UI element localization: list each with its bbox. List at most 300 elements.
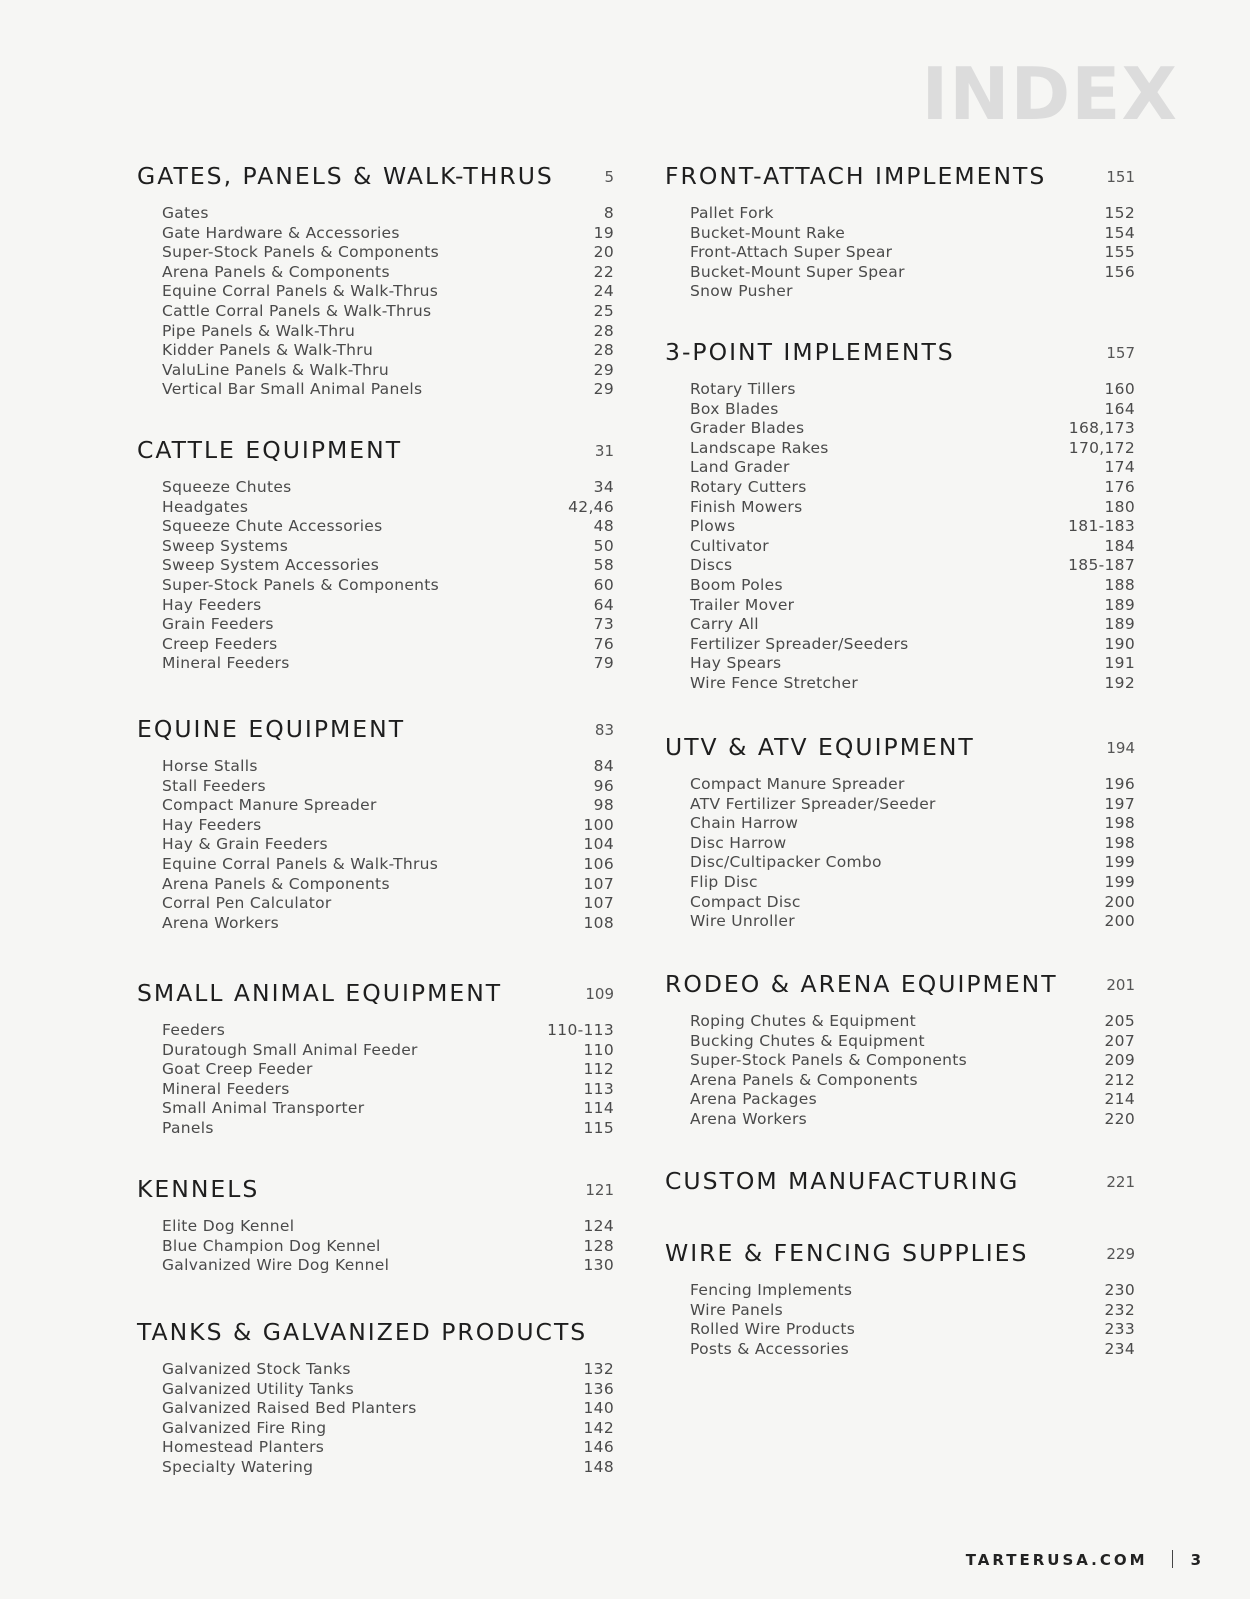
section-header [665, 733, 1135, 763]
entry-page-number: 136 [583, 1379, 614, 1398]
index-entry[interactable] [690, 1281, 1135, 1301]
section-page-number: 201 [1106, 976, 1135, 994]
entry-page-number: 58 [593, 556, 614, 575]
entry-page-number: 42,46 [568, 497, 614, 516]
index-entry[interactable] [690, 224, 1135, 244]
entry-label: Pipe Panels & Walk-Thru [162, 321, 356, 340]
index-entry[interactable] [162, 757, 614, 777]
index-entry[interactable] [162, 1060, 614, 1080]
section-page-number: 83 [594, 721, 614, 739]
section-header [137, 979, 614, 1009]
entry-page-number: 34 [593, 478, 614, 496]
index-entry[interactable] [162, 380, 614, 400]
index-entry[interactable] [162, 224, 614, 244]
index-entry[interactable] [162, 517, 614, 537]
section-item-list [665, 1012, 1135, 1130]
index-entry[interactable] [690, 556, 1135, 576]
index-entry[interactable] [690, 1110, 1135, 1130]
entry-label: Rotary Cutters [690, 477, 807, 496]
entry-page-number: 110-113 [547, 1021, 614, 1039]
entry-page-number: 107 [583, 874, 614, 893]
entry-label: Chain Harrow [690, 814, 799, 833]
entry-page-number: 176 [1104, 477, 1135, 496]
entry-label: Arena Panels & Components [690, 1070, 918, 1089]
entry-label: Arena Packages [690, 1090, 817, 1109]
entry-label: Small Animal Transporter [162, 1099, 365, 1118]
index-section [665, 970, 1135, 1130]
entry-page-number: 189 [1104, 615, 1135, 634]
entry-page-number: 232 [1104, 1300, 1135, 1319]
entry-page-number: 199 [1104, 872, 1135, 891]
index-section [137, 979, 614, 1139]
index-entry[interactable] [162, 1119, 614, 1139]
section-header [137, 436, 614, 466]
section-title: UTV & ATV EQUIPMENT [665, 733, 975, 761]
index-entry[interactable] [162, 1399, 614, 1419]
index-entry[interactable] [162, 596, 614, 616]
index-entry[interactable] [690, 1301, 1135, 1321]
entry-page-number: 198 [1104, 814, 1135, 833]
entry-page-number: 29 [593, 360, 614, 379]
section-title: CUSTOM MANUFACTURING [665, 1167, 1020, 1195]
entry-label: Mineral Feeders [162, 654, 290, 673]
entry-label: Disc/Cultipacker Combo [690, 853, 882, 872]
index-entry[interactable] [162, 361, 614, 381]
entry-page-number: 200 [1104, 892, 1135, 911]
entry-page-number: 188 [1104, 575, 1135, 594]
entry-label: Roping Chutes & Equipment [690, 1012, 917, 1030]
index-entry[interactable] [690, 282, 1135, 302]
index-entry[interactable] [690, 1090, 1135, 1110]
entry-label: Hay Spears [690, 654, 782, 673]
section-header [665, 162, 1135, 192]
entry-page-number: 64 [593, 595, 614, 614]
entry-page-number: 198 [1104, 833, 1135, 852]
index-section [137, 162, 614, 400]
entry-page-number: 79 [593, 654, 614, 673]
entry-label: Elite Dog Kennel [162, 1217, 295, 1235]
entry-page-number: 142 [583, 1418, 614, 1437]
entry-label: Cattle Corral Panels & Walk-Thrus [162, 301, 432, 320]
entry-page-number: 164 [1104, 399, 1135, 418]
entry-page-number: 155 [1104, 243, 1135, 262]
section-header [137, 162, 614, 192]
entry-label: Sweep Systems [162, 536, 289, 555]
entry-label: Hay Feeders [162, 815, 262, 834]
entry-page-number: 146 [583, 1438, 614, 1457]
index-entry[interactable] [690, 893, 1135, 913]
entry-label: Squeeze Chutes [162, 478, 292, 496]
entry-page-number: 130 [583, 1256, 614, 1275]
index-entry[interactable] [690, 458, 1135, 478]
entry-page-number: 170,172 [1068, 438, 1135, 457]
section-title: GATES, PANELS & WALK-THRUS [137, 162, 554, 190]
section-header [665, 338, 1135, 368]
entry-label: Kidder Panels & Walk-Thru [162, 341, 374, 360]
section-header [665, 1239, 1135, 1269]
index-section [665, 733, 1135, 932]
index-entry[interactable] [162, 263, 614, 283]
entry-page-number: 197 [1104, 794, 1135, 813]
entry-page-number: 174 [1104, 458, 1135, 477]
entry-label: Arena Panels & Components [162, 262, 390, 281]
index-entry[interactable] [690, 795, 1135, 815]
entry-page-number: 28 [593, 341, 614, 360]
entry-page-number: 112 [583, 1060, 614, 1079]
entry-label: Arena Workers [162, 913, 280, 932]
entry-page-number: 185-187 [1068, 556, 1135, 575]
footer-site[interactable]: TARTERUSA.COM [965, 1551, 1148, 1569]
entry-page-number: 212 [1104, 1070, 1135, 1089]
index-entry[interactable] [690, 263, 1135, 283]
entry-label: Disc Harrow [690, 833, 787, 852]
index-entry[interactable] [162, 302, 614, 322]
entry-label: Hay & Grain Feeders [162, 835, 328, 854]
entry-page-number: 84 [593, 757, 614, 775]
section-item-list [137, 478, 614, 674]
entry-page-number: 132 [583, 1360, 614, 1378]
entry-page-number: 76 [593, 634, 614, 653]
entry-label: Galvanized Fire Ring [162, 1418, 327, 1437]
index-entry[interactable] [162, 204, 614, 224]
index-entry[interactable] [690, 615, 1135, 635]
index-entry[interactable] [690, 834, 1135, 854]
index-entry[interactable] [162, 1217, 614, 1237]
index-entry[interactable] [690, 1340, 1135, 1360]
entry-page-number: 108 [583, 913, 614, 932]
entry-label: Fertilizer Spreader/Seeders [690, 634, 909, 653]
index-entry[interactable] [162, 1380, 614, 1400]
entry-page-number: 192 [1104, 673, 1135, 692]
index-entry[interactable] [162, 875, 614, 895]
entry-page-number: 154 [1104, 223, 1135, 242]
entry-page-number: 230 [1104, 1281, 1135, 1299]
section-header [137, 715, 614, 745]
entry-page-number: 114 [583, 1099, 614, 1118]
entry-label: Rotary Tillers [690, 380, 796, 398]
section-page-number: 194 [1106, 739, 1135, 757]
entry-label: Flip Disc [690, 872, 758, 891]
index-entry[interactable] [162, 615, 614, 635]
section-title: FRONT-ATTACH IMPLEMENTS [665, 162, 1047, 190]
index-entry[interactable] [690, 654, 1135, 674]
index-entry[interactable] [690, 1320, 1135, 1340]
index-entry[interactable] [162, 478, 614, 498]
section-title: SMALL ANIMAL EQUIPMENT [137, 979, 503, 1007]
section-item-list [665, 204, 1135, 302]
section-title: 3-POINT IMPLEMENTS [665, 338, 955, 366]
entry-label: Galvanized Raised Bed Planters [162, 1399, 417, 1418]
entry-page-number: 190 [1104, 634, 1135, 653]
entry-label: Blue Champion Dog Kennel [162, 1236, 381, 1255]
index-entry[interactable] [162, 894, 614, 914]
entry-page-number: 200 [1104, 912, 1135, 931]
index-entry[interactable] [690, 380, 1135, 400]
section-page-number: 157 [1106, 344, 1135, 362]
entry-label: Bucket-Mount Super Spear [690, 262, 905, 281]
entry-page-number: 234 [1104, 1339, 1135, 1358]
index-entry[interactable] [162, 835, 614, 855]
index-entry[interactable] [690, 1071, 1135, 1091]
entry-label: Fencing Implements [690, 1281, 853, 1299]
entry-label: Rolled Wire Products [690, 1320, 856, 1339]
index-entry[interactable] [162, 576, 614, 596]
section-page-number: 109 [585, 985, 614, 1003]
section-title: RODEO & ARENA EQUIPMENT [665, 970, 1058, 998]
entry-label: Panels [162, 1118, 214, 1137]
entry-label: Mineral Feeders [162, 1079, 290, 1098]
entry-label: Grader Blades [690, 419, 805, 438]
index-entry[interactable] [162, 1237, 614, 1257]
entry-label: Grain Feeders [162, 615, 274, 634]
entry-page-number: 191 [1104, 654, 1135, 673]
entry-label: Corral Pen Calculator [162, 894, 332, 913]
index-entry[interactable] [690, 814, 1135, 834]
section-item-list [137, 757, 614, 933]
entry-label: Sweep System Accessories [162, 556, 380, 575]
index-entry[interactable] [162, 855, 614, 875]
entry-label: Creep Feeders [162, 634, 278, 653]
entry-page-number: 156 [1104, 262, 1135, 281]
index-entry[interactable] [162, 1099, 614, 1119]
entry-label: Galvanized Utility Tanks [162, 1379, 355, 1398]
entry-page-number: 140 [583, 1399, 614, 1418]
index-entry[interactable] [690, 243, 1135, 263]
section-header [137, 1175, 614, 1205]
entry-page-number: 184 [1104, 536, 1135, 555]
index-entry[interactable] [162, 243, 614, 263]
index-entry[interactable] [690, 635, 1135, 655]
section-title: EQUINE EQUIPMENT [137, 715, 406, 743]
index-entry[interactable] [690, 439, 1135, 459]
entry-page-number: 196 [1104, 775, 1135, 793]
index-section [665, 338, 1135, 694]
section-header [665, 970, 1135, 1000]
entry-label: Compact Manure Spreader [690, 775, 905, 793]
entry-label: Equine Corral Panels & Walk-Thrus [162, 854, 439, 873]
entry-label: Super-Stock Panels & Components [690, 1051, 968, 1070]
index-entry[interactable] [162, 816, 614, 836]
entry-label: ValuLine Panels & Walk-Thru [162, 360, 389, 379]
entry-page-number: 189 [1104, 595, 1135, 614]
index-entry[interactable] [690, 498, 1135, 518]
index-entry[interactable] [690, 674, 1135, 694]
section-item-list [137, 1217, 614, 1276]
entry-label: Squeeze Chute Accessories [162, 517, 383, 536]
entry-page-number: 29 [593, 380, 614, 399]
entry-label: Bucking Chutes & Equipment [690, 1031, 925, 1050]
entry-label: Finish Mowers [690, 497, 803, 516]
entry-page-number: 25 [593, 301, 614, 320]
entry-label: Duratough Small Animal Feeder [162, 1040, 418, 1059]
entry-label: Gate Hardware & Accessories [162, 223, 400, 242]
index-entry[interactable] [690, 853, 1135, 873]
entry-page-number: 181-183 [1068, 517, 1135, 536]
index-entry[interactable] [162, 1041, 614, 1061]
index-entry[interactable] [690, 517, 1135, 537]
entry-label: Vertical Bar Small Animal Panels [162, 380, 423, 399]
index-entry[interactable] [162, 1419, 614, 1439]
index-entry[interactable] [162, 341, 614, 361]
entry-label: Land Grader [690, 458, 790, 477]
entry-page-number: 60 [593, 575, 614, 594]
index-section [137, 1318, 614, 1478]
section-title: TANKS & GALVANIZED PRODUCTS [137, 1318, 588, 1346]
section-page-number: 229 [1106, 1245, 1135, 1263]
entry-page-number: 199 [1104, 853, 1135, 872]
entry-page-number: 209 [1104, 1051, 1135, 1070]
index-entry[interactable] [162, 1458, 614, 1478]
entry-page-number: 96 [593, 776, 614, 795]
entry-page-number: 48 [593, 517, 614, 536]
index-entry[interactable] [690, 775, 1135, 795]
entry-label: Landscape Rakes [690, 438, 829, 457]
entry-label: Bucket-Mount Rake [690, 223, 846, 242]
entry-page-number: 8 [603, 204, 614, 222]
index-entry[interactable] [162, 654, 614, 674]
entry-label: Trailer Mover [690, 595, 795, 614]
index-entry[interactable] [690, 873, 1135, 893]
entry-label: Cultivator [690, 536, 769, 555]
entry-page-number: 28 [593, 321, 614, 340]
index-entry[interactable] [690, 419, 1135, 439]
entry-label: Gates [162, 204, 209, 222]
index-entry[interactable] [162, 537, 614, 557]
entry-label: Arena Panels & Components [162, 874, 390, 893]
entry-label: Front-Attach Super Spear [690, 243, 893, 262]
index-entry[interactable] [690, 1032, 1135, 1052]
index-entry[interactable] [162, 282, 614, 302]
index-section [665, 1239, 1135, 1359]
index-entry[interactable] [690, 1051, 1135, 1071]
section-page-number: 5 [604, 168, 614, 186]
index-entry[interactable] [162, 498, 614, 518]
index-entry[interactable] [162, 322, 614, 342]
entry-label: Box Blades [690, 399, 779, 418]
entry-page-number: 124 [583, 1217, 614, 1235]
entry-label: Pallet Fork [690, 204, 774, 222]
index-section [665, 162, 1135, 302]
entry-page-number: 100 [583, 815, 614, 834]
entry-label: Wire Panels [690, 1300, 783, 1319]
index-entry[interactable] [162, 914, 614, 934]
entry-page-number: 128 [583, 1236, 614, 1255]
index-section [137, 436, 614, 674]
entry-label: Wire Unroller [690, 912, 795, 931]
entry-label: Feeders [162, 1021, 226, 1039]
section-item-list [665, 775, 1135, 932]
entry-page-number: 205 [1104, 1012, 1135, 1030]
index-entry[interactable] [162, 1256, 614, 1276]
entry-page-number: 113 [583, 1079, 614, 1098]
index-entry[interactable] [690, 204, 1135, 224]
entry-page-number: 207 [1104, 1031, 1135, 1050]
index-section [137, 1175, 614, 1276]
index-entry[interactable] [162, 556, 614, 576]
index-entry[interactable] [690, 400, 1135, 420]
entry-page-number: 110 [583, 1040, 614, 1059]
section-page-number: 221 [1106, 1173, 1135, 1191]
section-item-list [137, 204, 614, 400]
section-header [137, 1318, 614, 1348]
entry-page-number: 115 [583, 1118, 614, 1137]
index-entry[interactable] [162, 777, 614, 797]
entry-label: ATV Fertilizer Spreader/Seeder [690, 794, 936, 813]
index-entry[interactable] [690, 576, 1135, 596]
index-entry[interactable] [690, 1012, 1135, 1032]
entry-label: Hay Feeders [162, 595, 262, 614]
entry-label: Plows [690, 517, 736, 536]
entry-label: Galvanized Wire Dog Kennel [162, 1256, 390, 1275]
entry-page-number: 20 [593, 243, 614, 262]
entry-page-number: 24 [593, 282, 614, 301]
section-item-list [137, 1021, 614, 1139]
entry-page-number: 22 [593, 262, 614, 281]
entry-label: Homestead Planters [162, 1438, 325, 1457]
entry-page-number: 220 [1104, 1109, 1135, 1128]
footer [966, 1550, 1204, 1569]
entry-label: Super-Stock Panels & Components [162, 243, 440, 262]
entry-page-number: 106 [583, 854, 614, 873]
entry-page-number: 148 [583, 1457, 614, 1476]
index-section [665, 1167, 1135, 1197]
entry-label: Boom Poles [690, 575, 783, 594]
section-item-list [665, 380, 1135, 694]
index-entry[interactable] [162, 1360, 614, 1380]
section-page-number: 121 [585, 1181, 614, 1199]
entry-label: Carry All [690, 615, 759, 634]
entry-page-number: 152 [1104, 204, 1135, 222]
entry-label: Posts & Accessories [690, 1339, 849, 1358]
index-entry[interactable] [162, 1438, 614, 1458]
index-entry[interactable] [690, 537, 1135, 557]
entry-page-number: 168,173 [1068, 419, 1135, 438]
index-section [137, 715, 614, 933]
index-entry[interactable] [162, 1021, 614, 1041]
entry-page-number: 73 [593, 615, 614, 634]
entry-label: Stall Feeders [162, 776, 266, 795]
entry-label: Equine Corral Panels & Walk-Thrus [162, 282, 439, 301]
section-header [665, 1167, 1135, 1197]
entry-label: Compact Manure Spreader [162, 796, 377, 815]
entry-label: Wire Fence Stretcher [690, 673, 859, 692]
footer-divider [1172, 1550, 1173, 1568]
index-entry[interactable] [690, 478, 1135, 498]
entry-page-number: 19 [593, 223, 614, 242]
section-title: CATTLE EQUIPMENT [137, 436, 403, 464]
entry-label: Specialty Watering [162, 1457, 314, 1476]
section-page-number: 151 [1106, 168, 1135, 186]
index-entry[interactable] [162, 635, 614, 655]
index-entry[interactable] [690, 596, 1135, 616]
entry-page-number: 50 [593, 536, 614, 555]
section-item-list [665, 1281, 1135, 1359]
entry-page-number: 98 [593, 796, 614, 815]
index-entry[interactable] [162, 796, 614, 816]
entry-page-number: 180 [1104, 497, 1135, 516]
page-title: INDEX [921, 52, 1178, 136]
section-title: WIRE & FENCING SUPPLIES [665, 1239, 1029, 1267]
entry-label: Discs [690, 556, 733, 575]
footer-page-number: 3 [1190, 1551, 1204, 1569]
entry-page-number: 214 [1104, 1090, 1135, 1109]
index-entry[interactable] [162, 1080, 614, 1100]
entry-page-number: 160 [1104, 380, 1135, 398]
entry-label: Compact Disc [690, 892, 801, 911]
index-entry[interactable] [690, 912, 1135, 932]
entry-label: Goat Creep Feeder [162, 1060, 313, 1079]
section-page-number: 31 [594, 442, 614, 460]
